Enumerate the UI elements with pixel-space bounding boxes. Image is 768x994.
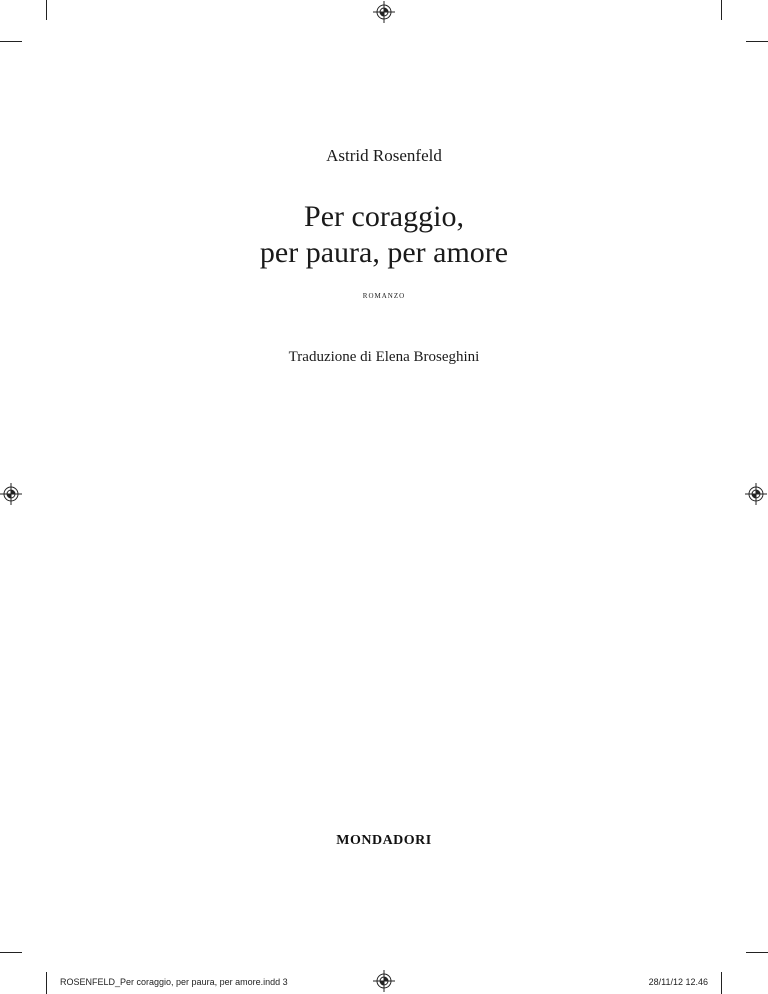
registration-target-icon	[745, 483, 767, 505]
registration-target-icon	[373, 970, 395, 992]
genre-label: romanzo	[362, 290, 406, 301]
crop-mark-top-right-horizontal	[746, 41, 768, 42]
crop-mark-top-left-horizontal	[0, 41, 22, 42]
registration-target-icon	[373, 1, 395, 23]
translator-credit: Traduzione di Elena Broseghini	[288, 349, 480, 365]
book-title-line-1: Per coraggio,	[304, 200, 464, 233]
crop-mark-bottom-left-horizontal	[0, 952, 22, 953]
crop-mark-bottom-right-horizontal	[746, 952, 768, 953]
crop-mark-bottom-left-vertical	[46, 972, 47, 994]
crop-mark-bottom-right-vertical	[721, 972, 722, 994]
crop-mark-top-left-vertical	[46, 0, 47, 20]
slug-file-info: ROSENFELD_Per coraggio, per paura, per amore.indd 3	[60, 977, 288, 987]
registration-target-icon	[0, 483, 22, 505]
slug-timestamp: 28/11/12 12.46	[648, 977, 708, 987]
book-title-line-2: per paura, per amore	[259, 236, 509, 269]
publisher-logo: MONDADORI	[336, 833, 432, 848]
crop-mark-top-right-vertical	[721, 0, 722, 20]
book-title	[0, 199, 768, 271]
author-name: Astrid Rosenfeld	[326, 146, 442, 165]
